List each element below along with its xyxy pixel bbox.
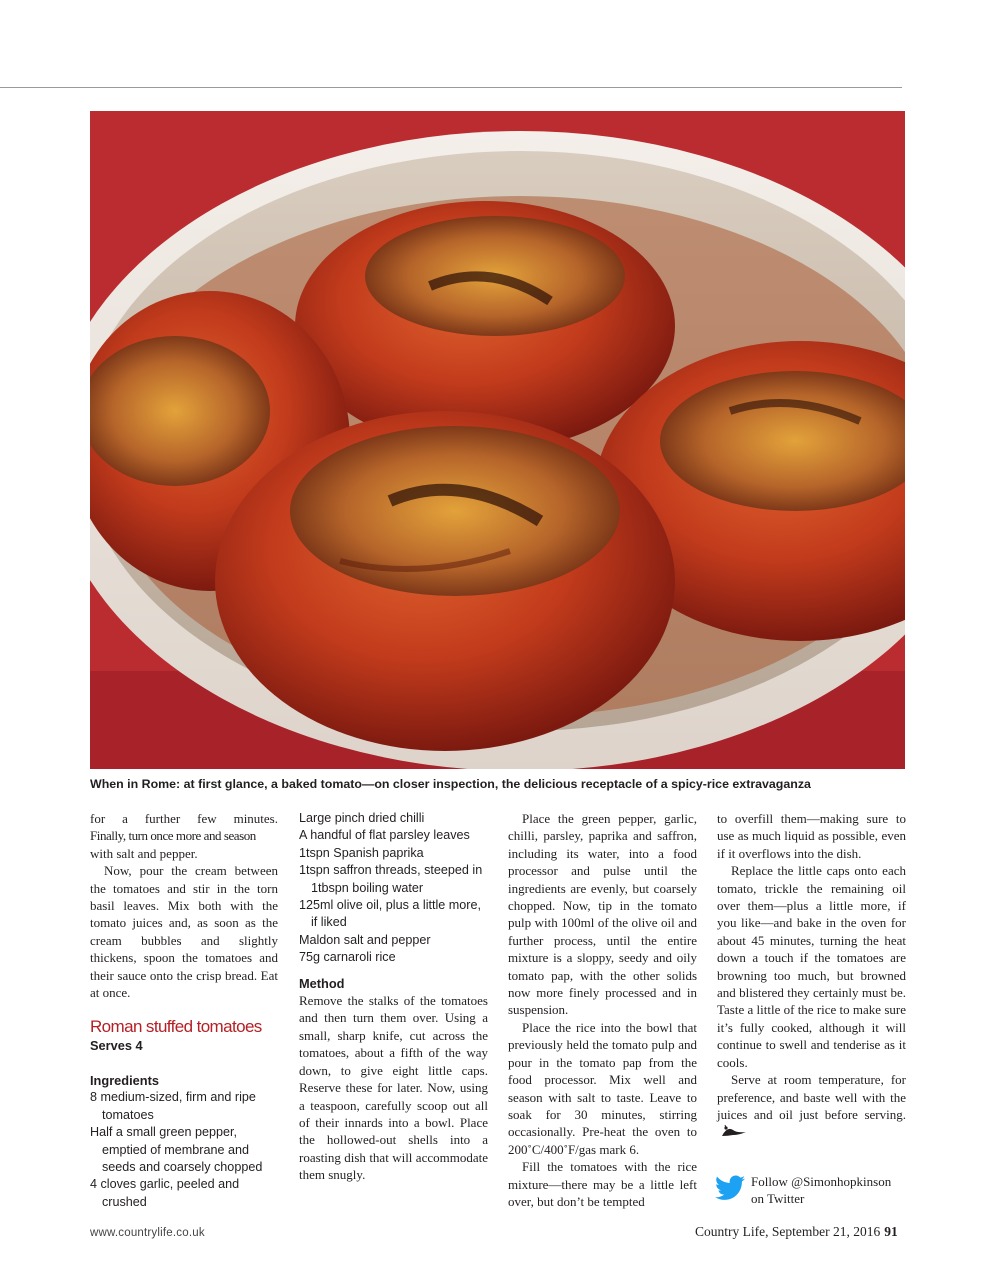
- method-paragraph-2: Place the green pepper, garlic, chilli, parsley, paprika and saffron, including its water, into a food processor and pulse until the ingredients are evenly, but coarsely chopped. Now, tip in the tomato pulp with 100ml of the olive oil and further process, until the entire mixture is a sloppy, seedy and oily tomato pap, with the other solids now more finely processed and in suspension.: [508, 811, 697, 1018]
- ingredient-item: Half a small green pepper, emptied of membrane and seeds and coarsely chopped: [90, 1125, 263, 1174]
- issue-text: Country Life, September 21, 2016: [695, 1224, 881, 1239]
- twitter-bird-icon: [715, 1175, 745, 1201]
- top-rule: [0, 87, 902, 88]
- twitter-follow[interactable]: [715, 1173, 915, 1209]
- footer-issue: [695, 1224, 898, 1240]
- ingredient-item: 1tspn Spanish paprika: [299, 845, 424, 860]
- method-paragraph-4: Fill the tomatoes with the rice mixture—there may be a little left over, but don’t be tempted: [508, 1159, 697, 1209]
- method-paragraph-7: [717, 1071, 906, 1141]
- column-4: [717, 810, 906, 1141]
- tomato-photo: [90, 111, 905, 769]
- page-number: 91: [884, 1224, 898, 1239]
- ingredient-item: 1tspn saffron threads, steeped in 1tbspn boiling water: [299, 863, 483, 895]
- column-1: [90, 810, 278, 1211]
- twitter-text: [751, 1173, 891, 1208]
- method-title: Method: [299, 975, 345, 991]
- col1-line-1: for a further few minutes.: [90, 811, 278, 826]
- col1-line-2: Finally, turn once more and season: [90, 828, 256, 844]
- ingredient-item: Maldon salt and pepper: [299, 932, 431, 947]
- twitter-handle-line[interactable]: Follow @Simonhopkinson: [751, 1174, 892, 1189]
- ingredient-item: 125ml olive oil, plus a little more, if liked: [299, 898, 481, 930]
- col1-line-3: with salt and pepper.: [90, 845, 198, 861]
- serving-text: Serve at room temperature, for preference, and baste well with the juices and oil just before serving.: [717, 1072, 906, 1122]
- ingredients-title: Ingredients: [90, 1072, 159, 1088]
- ingredient-item: 8 medium-sized, firm and ripe tomatoes: [90, 1090, 256, 1122]
- ingredient-item: 75g carnaroli rice: [299, 950, 396, 965]
- photo-caption: When in Rome: at first glance, a baked tomato—on closer inspection, the delicious receptacle of a spicy-rice extravaganza: [90, 777, 811, 791]
- peacock-end-mark-icon: [721, 1124, 747, 1138]
- serves: Serves 4: [90, 1038, 143, 1054]
- twitter-platform-line: on Twitter: [751, 1191, 805, 1207]
- ingredient-item: 4 cloves garlic, peeled and crushed: [90, 1177, 240, 1209]
- footer-website[interactable]: www.countrylife.co.uk: [90, 1227, 205, 1239]
- column-2: [299, 810, 488, 1184]
- ingredient-item: Large pinch dried chilli: [299, 811, 425, 825]
- ingredient-item: A handful of flat parsley leaves: [299, 828, 470, 843]
- method-paragraph-6: Replace the little caps onto each tomato, trickle the remaining oil over them—plus a little more, if you like—and bake in the oven for about 45 minutes, turning the heat down a touch if the tomatoes are browning too much, but browned and blistered they certainly must be. Taste a little of the rice to make sure it’s fully cooked, although it will continue to swell and tenderise as it cools.: [717, 863, 906, 1070]
- col1-paragraph-2: Now, pour the cream between the tomatoes and stir in the torn basil leaves. Mix both with the tomato juices and, as soon as the cream bubbles and slightly thickens, spoon the tomatoes and their sauce onto the crisp bread. Eat at once.: [90, 863, 278, 1001]
- method-paragraph-1: Remove the stalks of the tomatoes and then turn them over. Using a small, sharp knife, cut across the tomatoes, about a fifth of the way down, to give eight little caps. Reserve these for later. Now, using a teaspoon, carefully scoop out all of their innards into a bowl. Place the hollowed-out shells into a roasting dish that will accommodate them snugly.: [299, 993, 488, 1183]
- method-paragraph-5: to overfill them—making sure to use as much liquid as possible, even if it overflows into the dish.: [717, 811, 906, 861]
- recipe-title: Roman stuffed tomatoes: [90, 1017, 262, 1037]
- method-paragraph-3: Place the rice into the bowl that previously held the tomato pulp and pour in the tomato pap from the food processor. Mix well and season with salt to taste. Leave to soak for 30 minutes, stirring occasionally. Pre-heat the oven to 200˚C/400˚F/gas mark 6.: [508, 1019, 697, 1157]
- column-3: [508, 810, 697, 1210]
